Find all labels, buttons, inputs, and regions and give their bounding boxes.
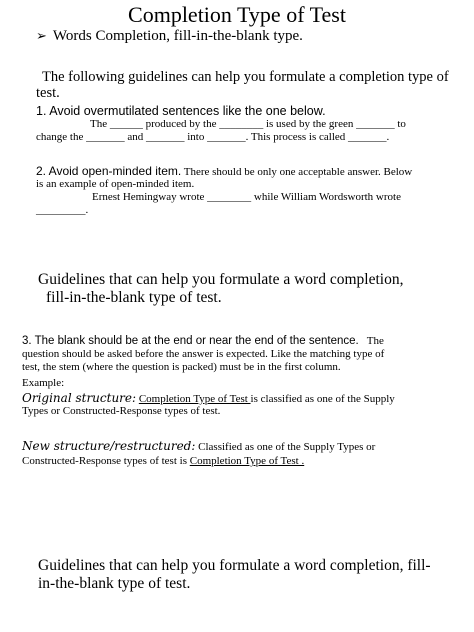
new-structure-rest-1: Classified as one of the Supply Types or	[195, 441, 376, 453]
item1-heading: 1. Avoid overmutilated sentences like the one below.	[36, 104, 326, 118]
guideline-b-line-1: Guidelines that can help you formulate a word completion, fill-	[38, 557, 431, 574]
item2-line-1	[36, 165, 412, 179]
guideline-a-line-1: Guidelines that can help you formulate a word completion,	[38, 271, 404, 288]
bullet-text: Words Completion, fill-in-the-blank type.	[52, 28, 303, 44]
page-title: Completion Type of Test	[128, 2, 346, 27]
example-label: Example:	[22, 377, 65, 389]
original-structure-label: Original structure:	[22, 391, 137, 405]
intro-line-2: test.	[36, 85, 60, 101]
item1-sentence-line-1: The ______ produced by the ________ is used by the green _______ to	[90, 118, 406, 130]
original-structure-line-1	[22, 391, 395, 406]
original-structure-rest-1: is classified as one of the Supply	[250, 393, 395, 405]
item3-heading: 3. The blank should be at the end or near the end of the sentence.	[22, 335, 359, 347]
guideline-b-line-2: in-the-blank type of test.	[38, 575, 191, 592]
bullet-line	[36, 27, 303, 46]
item3-text-1: The	[358, 335, 384, 347]
item1-sentence-line-2: change the _______ and _______ into _______. This process is called _______.	[36, 131, 390, 143]
guideline-a-line-2: fill-in-the-blank type of test.	[46, 289, 222, 306]
new-structure-label: New structure/restructured:	[22, 439, 196, 453]
intro-line-1: The following guidelines can help you formulate a completion type of	[42, 69, 449, 85]
new-structure-underlined: Completion Type of Test .	[189, 455, 305, 467]
item3-line-2: question should be asked before the answer is expected. Like the matching type of	[22, 348, 385, 360]
item3-line-3: test, the stem (where the question is packed) must be in the first column.	[22, 361, 341, 373]
item2-example-line-2: _________.	[36, 204, 89, 216]
original-structure-line-2: Types or Constructed-Response types of test.	[22, 405, 221, 417]
item2-text-1: There should be only one acceptable answer. Below	[181, 166, 413, 178]
new-structure-line-1	[22, 439, 375, 454]
arrow-bullet-icon: ➢	[36, 29, 47, 44]
item2-line-2: is an example of open-minded item.	[36, 178, 195, 190]
new-structure-rest-2: Constructed-Response types of test is	[22, 455, 190, 467]
item2-example-line-1: Ernest Hemingway wrote ________ while William Wordsworth wrote	[92, 191, 401, 203]
item2-heading: 2. Avoid open-minded item.	[36, 164, 182, 178]
new-structure-line-2	[22, 455, 304, 468]
item3-line-1	[22, 335, 384, 348]
original-structure-underlined: Completion Type of Test	[138, 393, 251, 405]
